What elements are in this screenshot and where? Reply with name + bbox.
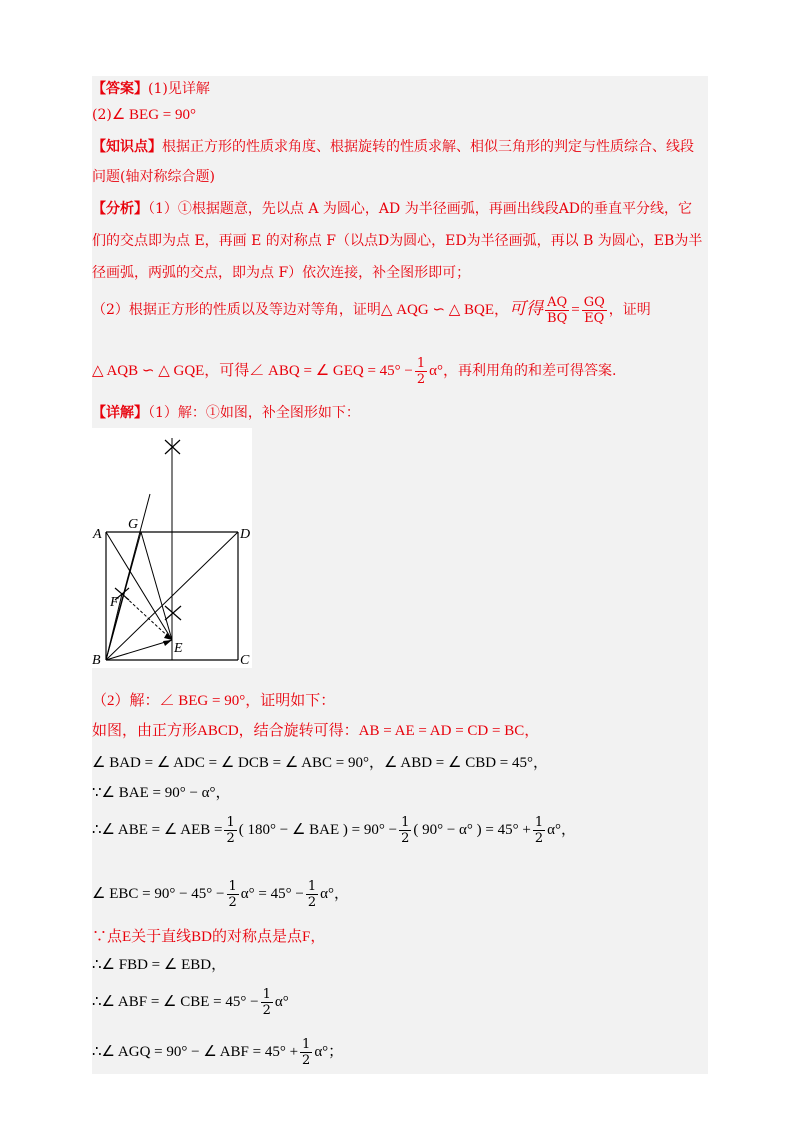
label-g: G [128, 517, 139, 532]
sol-line-9-b: α°； [314, 1044, 344, 1060]
frac-num: 1 [401, 814, 410, 830]
analysis-2b-end: 再利用角的和差可得答案. [458, 363, 617, 379]
analysis-text-2: 们的交点即为点 E，再画 E 的对称点 F（以点D为圆心，ED为半径画弧，再以 B 为圆心，EB为半 [92, 233, 703, 249]
label-c: C [240, 653, 250, 668]
fraction-half-6 [306, 879, 318, 910]
fraction-half-2 [224, 815, 236, 846]
fraction-half-4 [533, 815, 545, 846]
analysis-line-2 [92, 232, 702, 250]
answer-2-math: ∠ BEG = 90° [111, 107, 196, 123]
alpha-deg: α°， [429, 363, 459, 379]
analysis-text-3: 径画弧，两弧的交点，即为点 F）依次连接，补全图形即可； [92, 265, 471, 281]
knowledge-tag: 【知识点】 [92, 139, 162, 155]
frac-den: 2 [228, 894, 237, 910]
sol-line-7 [92, 956, 226, 974]
fraction-half-1 [415, 356, 427, 387]
detail-1-text: （1）解：①如图，补全图形如下： [148, 405, 360, 421]
knowledge-text-2: 问题(轴对称综合题) [92, 169, 215, 185]
sol-line-4-d: α°， [547, 822, 576, 838]
analysis-2a-kede: 可得 [509, 299, 544, 318]
frac-num: 1 [416, 355, 426, 371]
sol-line-3 [92, 784, 231, 802]
fraction-half-5 [227, 879, 239, 910]
analysis-line-5 [92, 354, 616, 388]
sol-line-1 [92, 722, 539, 740]
sol-line-5-c: α°， [320, 886, 349, 902]
answer-line-1 [92, 80, 210, 98]
sol-line-2-text: ∠ BAD = ∠ ADC = ∠ DCB = ∠ ABC = 90°，∠ ABD = ∠ CBD = 45°， [92, 755, 548, 771]
label-b: B [92, 653, 101, 668]
frac-num: 1 [302, 1036, 311, 1052]
sol-line-5 [92, 876, 349, 912]
frac-eq: EQ [584, 310, 605, 326]
sol-line-8-a: ∴∠ ABF = ∠ CBE = 45° − [92, 994, 259, 1010]
analysis-2b-math: △ AQB ∽ △ GQE，可得∠ ABQ = ∠ GEQ = 45° − [92, 363, 413, 379]
sol-line-4-a: ∴∠ ABE = ∠ AEB = [92, 822, 223, 838]
label-d: D [240, 527, 251, 542]
frac-gq: GQ [583, 294, 605, 310]
sol-line-6-text: ∵点E关于直线BD的对称点是点F， [92, 929, 326, 945]
analysis-line-1 [92, 200, 692, 218]
frac-num: 1 [262, 986, 271, 1002]
sol-line-4-c: ( 90° − α° ) = 45° + [413, 822, 531, 838]
sol-line-8-b: α° [274, 994, 289, 1010]
analysis-line-3 [92, 264, 470, 282]
analysis-text-1: （1）①根据题意，先以点 A 为圆心，AD 为半径画弧，再画出线段AD的垂直平分线，它 [148, 201, 693, 217]
sol-line-3-text: ∵∠ BAE = 90° − α°， [92, 785, 231, 801]
analysis-line-4 [92, 294, 651, 326]
frac-num: 1 [534, 814, 544, 830]
sol-line-9-a: ∴∠ AGQ = 90° − ∠ ABF = 45° + [92, 1044, 299, 1060]
label-a: A [93, 527, 102, 542]
detail-tag: 【详解】 [92, 405, 148, 421]
sol-2-title-text: （2）解：∠ BEG = 90°，证明如下： [92, 693, 336, 709]
sol-line-9 [92, 1034, 343, 1070]
eq-sign: = [571, 302, 580, 318]
knowledge-line-2 [92, 168, 215, 186]
answer-2-prefix: (2) [92, 107, 112, 123]
frac-bq: BQ [547, 310, 568, 326]
label-e: E [174, 641, 183, 656]
analysis-2a-text: （2）根据正方形的性质以及等边对等角，证明 [92, 302, 381, 318]
frac-den: 2 [226, 830, 235, 846]
answer-tag: 【答案】 [92, 81, 148, 97]
frac-aq: AQ [545, 295, 569, 311]
frac-den: 2 [262, 1002, 271, 1018]
detail-line-1 [92, 404, 360, 422]
answer-line-2 [92, 106, 196, 124]
frac-den: 2 [416, 371, 426, 387]
answer-1: (1)见详解 [148, 81, 210, 97]
sol-line-5-b: α° = 45° − [240, 886, 304, 902]
sol-line-8 [92, 984, 289, 1020]
sol-line-5-a: ∠ EBC = 90° − 45° − [92, 886, 225, 902]
frac-den: 2 [302, 1052, 311, 1068]
sol-line-2 [92, 754, 548, 772]
fraction-gq-eq [582, 295, 607, 326]
fraction-half-7 [261, 987, 273, 1018]
sol-line-7-text: ∴∠ FBD = ∠ EBD， [92, 957, 227, 973]
sol-2-title [92, 692, 335, 710]
fraction-aq-bq [545, 295, 569, 326]
frac-den: 2 [307, 894, 317, 910]
knowledge-text-1: 根据正方形的性质求角度、根据旋转的性质求解、相似三角形的判定与性质综合、线段 [162, 139, 694, 155]
analysis-2a-end: ，证明 [608, 302, 651, 318]
fraction-half-8 [300, 1037, 312, 1068]
frac-den: 2 [401, 830, 410, 846]
sol-line-1-text: 如图，由正方形ABCD，结合旋转可得：AB = AE = AD = CD = BC， [92, 723, 540, 739]
analysis-2a-math: △ AQG ∽ △ BQE， [380, 302, 510, 318]
frac-den: 2 [534, 830, 544, 846]
sol-line-6 [92, 928, 325, 946]
knowledge-line-1 [92, 138, 694, 156]
frac-num: 1 [226, 814, 235, 830]
label-f: F [110, 595, 119, 610]
frac-num: 1 [228, 878, 237, 894]
fraction-half-3 [399, 815, 411, 846]
frac-num: 1 [307, 878, 317, 894]
geometry-figure [92, 428, 252, 668]
analysis-tag: 【分析】 [92, 201, 148, 217]
sol-line-4 [92, 812, 576, 848]
sol-line-4-b: ( 180° − ∠ BAE ) = 90° − [238, 822, 398, 838]
